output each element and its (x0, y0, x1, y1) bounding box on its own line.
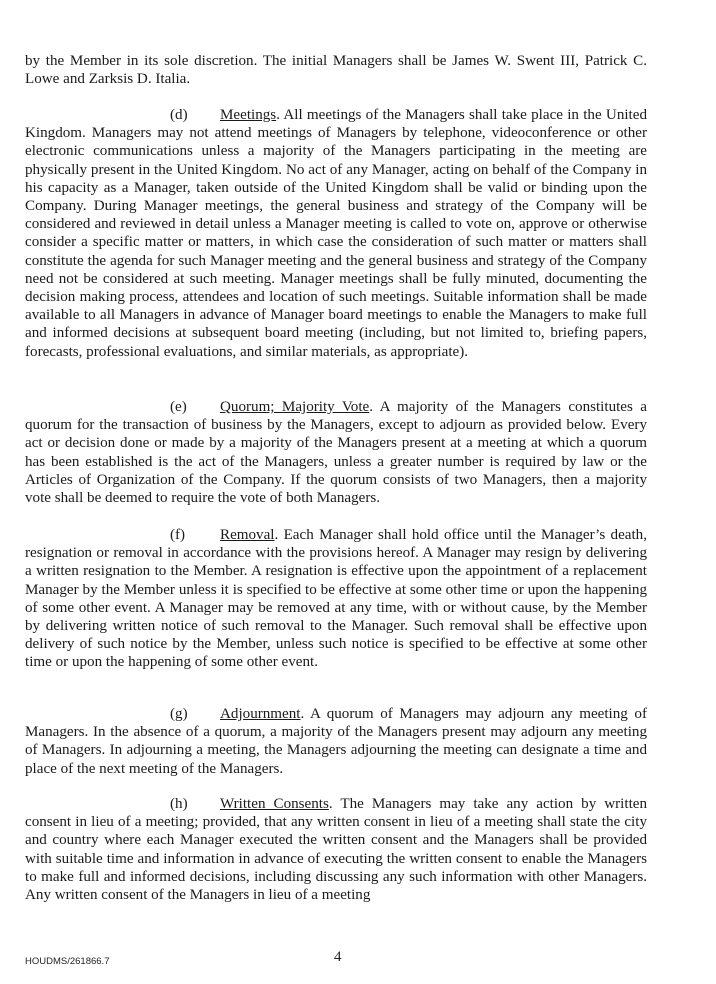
document-id: HOUDMS/261866.7 (25, 956, 110, 967)
section-body: . A majority of the Managers constitutes a quorum for the transaction of business by the Managers, except to adjourn as provided below. Every act or decision done or made by a majority of the Managers present at a meeting at which a quorum has been established is the act of the Managers, unless a greater number is required by law or the Articles of Organization of the Company. If the quorum consists of two Managers, then a majority vote shall be deemed to require the vote of both Managers. (25, 399, 647, 507)
intro-paragraph: by the Member in its sole discretion. The initial Managers shall be James W. Swent III, Patrick C. Lowe and Zarksis D. Italia. (25, 53, 647, 88)
section-body: . The Managers may take any action by written consent in lieu of a meeting; provided, that any written consent in lieu of a meeting shall state the city and country where each Manager executed the written consent and the Managers shall be provided with suitable time and information in advance of executing the written consent to enable the Managers to make full and informed decisions, including discussing any such information with other Managers. Any written consent of the Managers in lieu of a meeting (25, 796, 648, 904)
section-d-meetings (25, 106, 647, 361)
section-label: (f) (170, 527, 186, 543)
section-heading: Adjournment (220, 706, 301, 722)
section-g-adjournment (25, 705, 647, 778)
section-label: (d) (170, 107, 188, 123)
section-label: (g) (170, 706, 188, 722)
section-e-quorum (25, 398, 647, 507)
section-label: (h) (170, 796, 188, 812)
section-label: (e) (170, 399, 187, 415)
section-heading: Quorum; Majority Vote (220, 399, 370, 415)
section-body: . A quorum of Managers may adjourn any meeting of Managers. In the absence of a quorum, a majority of the Managers present may adjourn any meeting of Managers. In adjourning a meeting, the Managers adjourning the meeting can designate a time and place of the next meeting of the Managers. (25, 706, 647, 777)
section-f-removal (25, 526, 647, 672)
section-h-written-consents (25, 795, 647, 904)
section-body: . All meetings of the Managers shall take place in the United Kingdom. Managers may not attend meetings of Managers by telephone, videoconference or other electronic communications unless a majority of the Managers participating in the meeting are physically present in the United Kingdom. No act of any Manager, acting on behalf of the Company in his capacity as a Manager, taken outside of the United Kingdom shall be valid or binding upon the Company. During Manager meetings, the general business and strategy of the Company will be considered and reviewed in detail unless a Manager meeting is called to vote on, approve or otherwise consider a specific matter or matters, in which case the consideration of such matter or matters shall constitute the agenda for such Manager meeting and the general business and strategy of the Company need not be considered at such meeting. Manager meetings shall be fully minuted, documenting the decision making process, attendees and location of such meetings. Suitable information shall be made available to all Managers in advance of Manager board meetings to enable the Managers to make full and informed decisions at subsequent board meeting (including, but not limited to, briefing papers, forecasts, professional evaluations, and similar materials, as appropriate). (25, 107, 647, 360)
section-heading: Written Consents (220, 796, 329, 812)
page-number: 4 (334, 949, 342, 965)
section-body: . Each Manager shall hold office until the Manager’s death, resignation or removal in accordance with the provisions hereof. A Manager may resign by delivering a written resignation to the Member. A resignation is effective upon the appointment of a replacement Manager by the Member unless it is specified to be effective at some other time or upon the happening of some other event. A Manager may be removed at any time, with or without cause, by the Member by delivering written notice of such removal to the Manager. Such removal shall be effective upon delivery of such notice by the Member, unless such notice is specified to be effective at some other time or upon the happening of some other event. (25, 527, 647, 671)
section-heading: Removal (220, 527, 275, 543)
section-heading: Meetings (220, 107, 277, 123)
